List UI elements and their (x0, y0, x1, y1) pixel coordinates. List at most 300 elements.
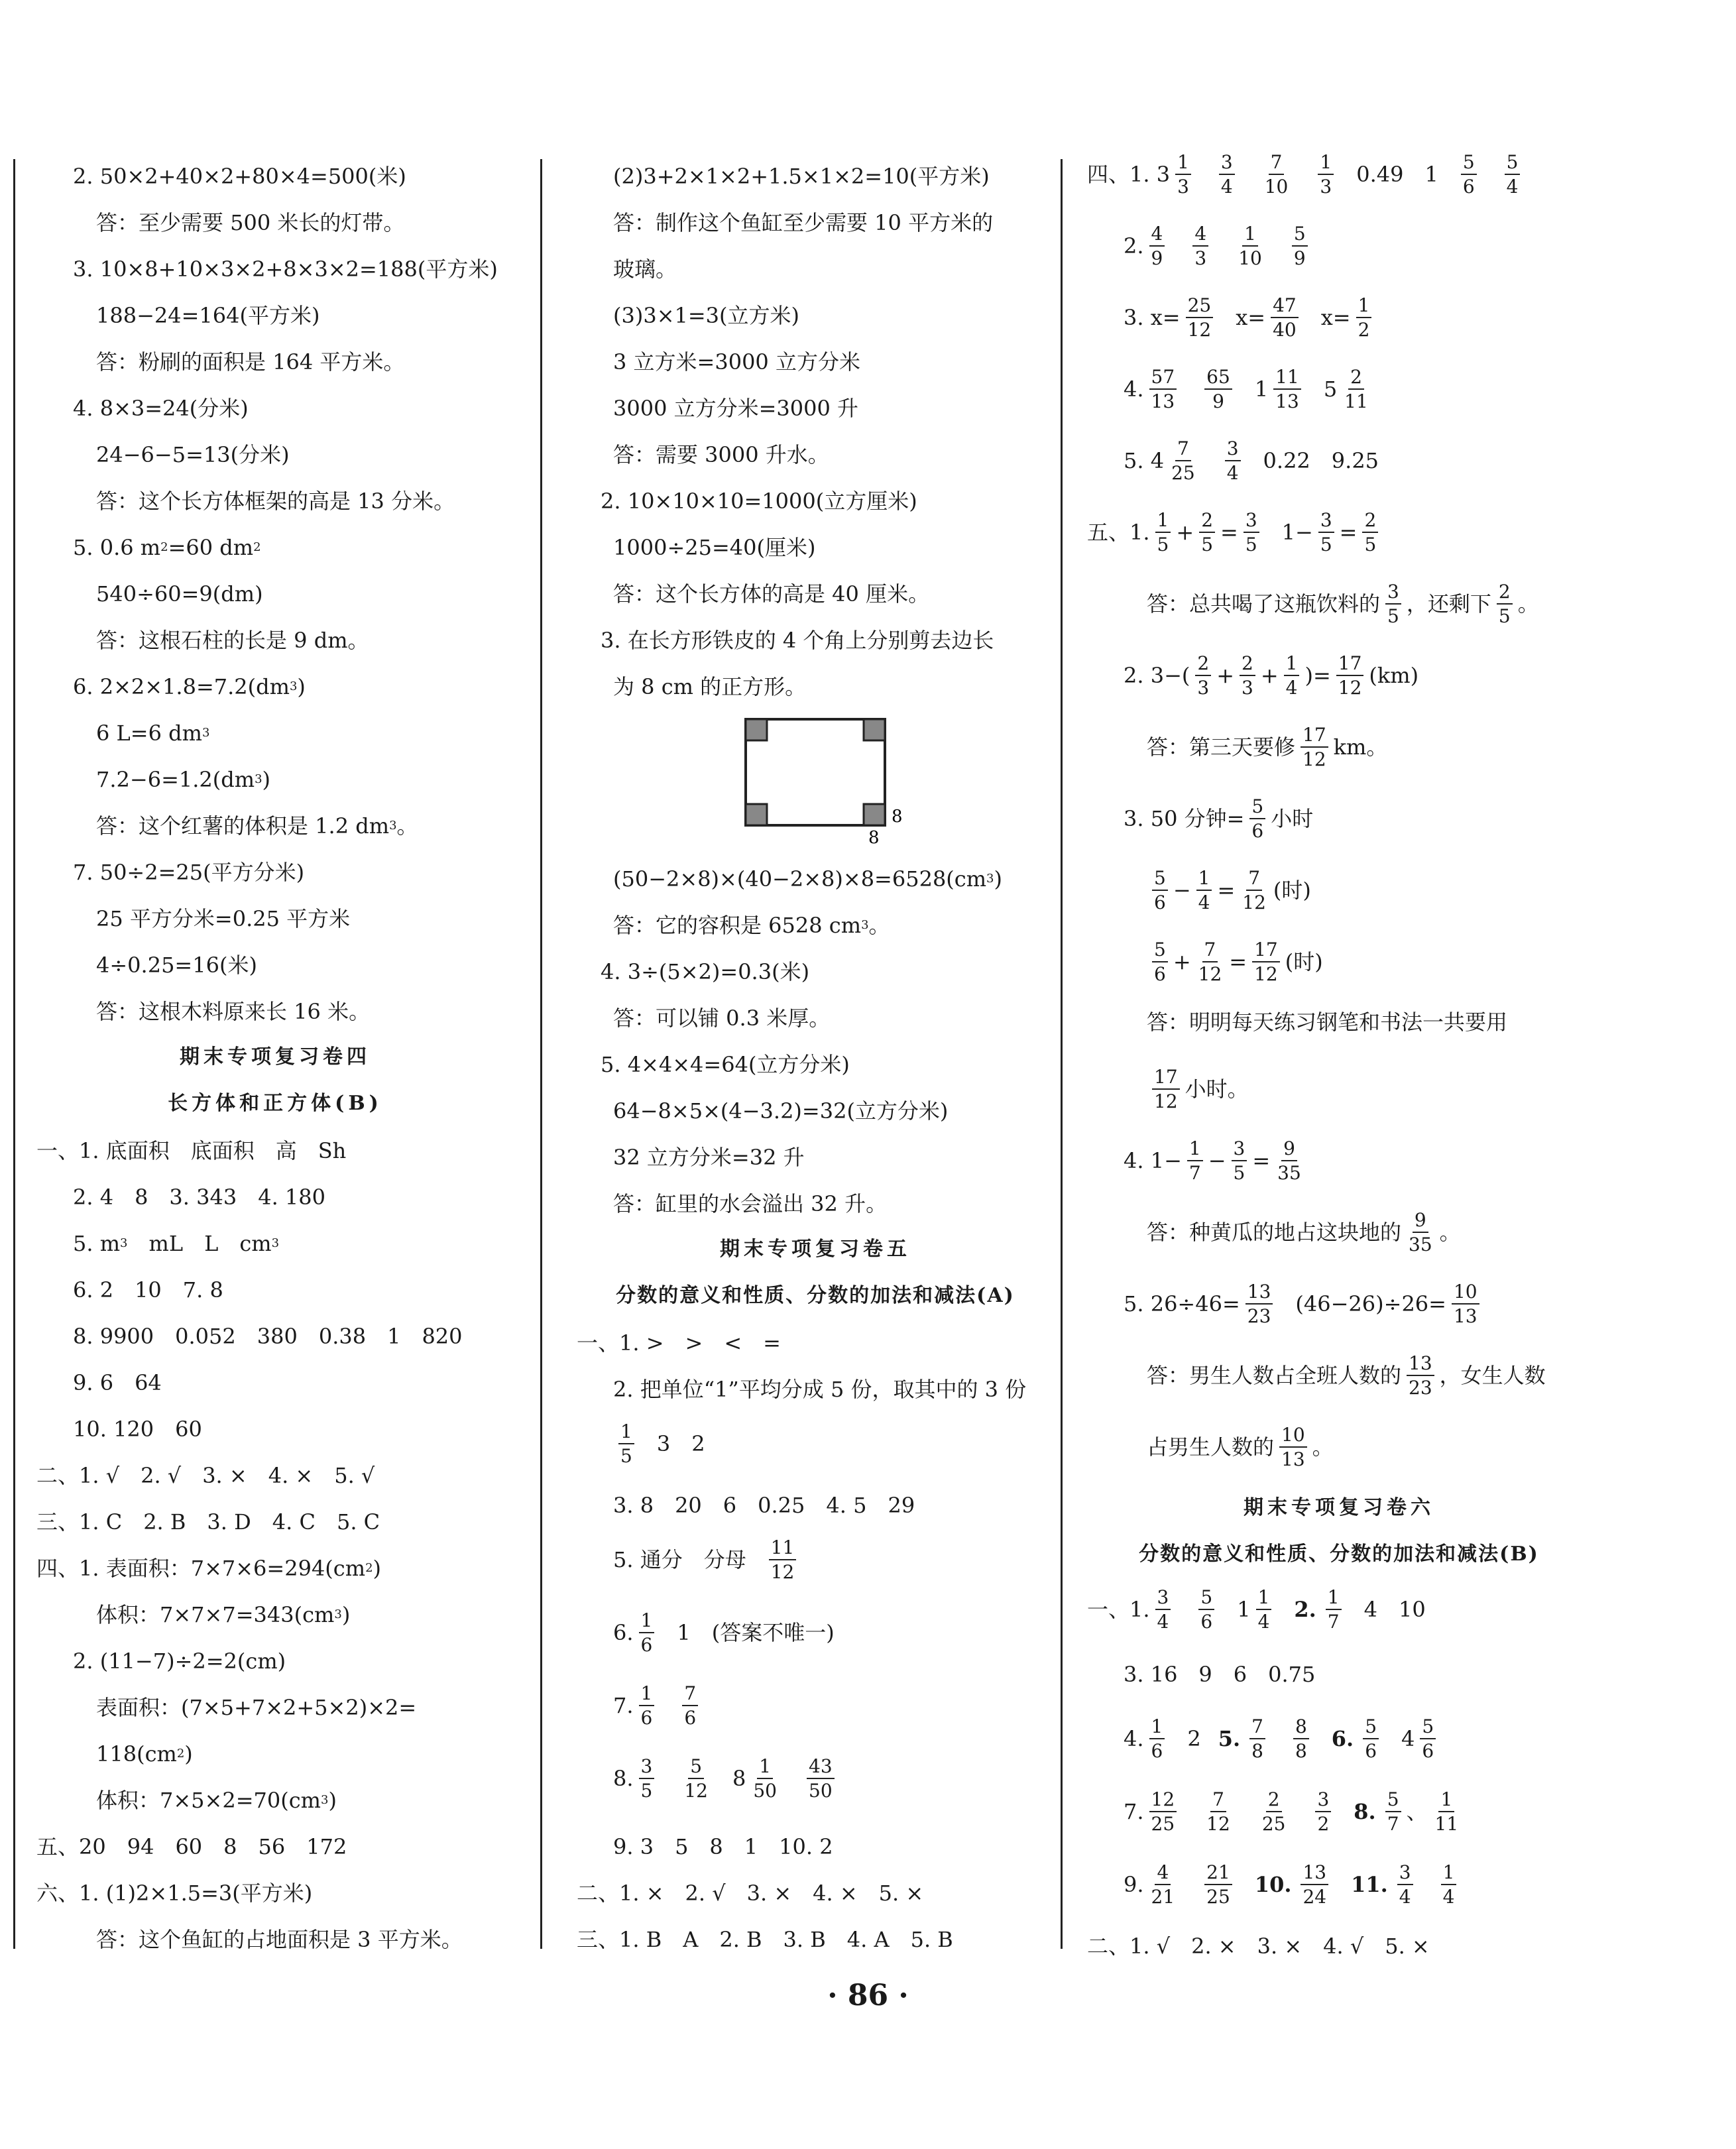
denominator: 4 (1220, 176, 1233, 198)
answer-line: 六、1. (1)2×1.5=3(平方米) (36, 1881, 313, 1906)
denominator: 13 (1151, 390, 1175, 413)
numerator: 5 (1249, 797, 1265, 819)
numerator: 43 (807, 1757, 835, 1779)
denominator: 25 (1171, 462, 1195, 485)
denominator: 35 (1409, 1234, 1432, 1256)
answer-line: 3. 16 9 6 0.75 (1124, 1662, 1316, 1687)
fraction (1249, 1717, 1265, 1761)
numerator: 5 (1363, 1717, 1379, 1739)
text: 小时 (1271, 806, 1314, 832)
numerator: 2 (1199, 510, 1215, 533)
denominator: 9 (1212, 390, 1224, 413)
numerator: 2 (1362, 510, 1378, 533)
fraction (1441, 1863, 1457, 1907)
side-label: 8 (868, 828, 880, 848)
item-number: 2. (1294, 1597, 1316, 1623)
text: 答：第三天要修 (1147, 734, 1296, 760)
answer-line: 4. 8×3=24(分米) (73, 396, 249, 421)
text: 4 (1401, 1726, 1415, 1752)
denominator: 4 (1285, 677, 1298, 699)
fraction (639, 1757, 655, 1801)
denominator: 12 (770, 1561, 795, 1584)
denominator: 2 (1358, 319, 1370, 341)
denominator: 25 (1206, 1886, 1230, 1908)
fraction (1275, 1139, 1303, 1183)
text: 小时。 (1185, 1076, 1249, 1102)
denominator: 21 (1151, 1886, 1175, 1908)
denominator: 3 (1194, 247, 1207, 270)
answer-line (36, 1790, 337, 1811)
denominator: 2 (1317, 1813, 1330, 1835)
numerator: 4 (1192, 224, 1208, 247)
answer-line: 4. 3÷(5×2)=0.3(米) (601, 959, 810, 984)
text: 6 L=6 dm (96, 721, 202, 746)
text: 答：这个红薯的体积是 1.2 dm (96, 813, 390, 839)
fraction (1219, 152, 1235, 197)
denominator: 12 (1154, 1090, 1178, 1113)
section-subheading: 分数的意义和性质、分数的加法和减法(A) (616, 1284, 1015, 1307)
operator: = (1252, 1148, 1271, 1174)
answer-line: 答：需要 3000 升水。 (613, 442, 829, 467)
fraction (1385, 1790, 1401, 1834)
numerator: 3 (1225, 439, 1241, 461)
denominator: 12 (1242, 892, 1266, 914)
text: 0.22 9.25 (1263, 448, 1379, 474)
denominator: 12 (1338, 677, 1362, 699)
numerator: 4 (1155, 1863, 1171, 1885)
numerator: 1 (1441, 1863, 1457, 1885)
answer-line: 二、1. √ 2. √ 3. × 4. × 5. √ (36, 1463, 375, 1488)
numerator: 7 (1175, 439, 1191, 461)
denominator: 23 (1247, 1305, 1271, 1328)
fraction (1318, 152, 1334, 197)
text: 五、1. (1087, 520, 1150, 546)
text: 118(cm (96, 1741, 177, 1767)
text: 1 (答案不唯一) (677, 1620, 835, 1646)
numerator: 1 (618, 1422, 634, 1444)
corner-square (746, 804, 767, 825)
answer-line: 表面积：(7×5+7×2+5×2)×2= (96, 1695, 417, 1720)
denominator: 50 (753, 1780, 777, 1802)
numerator: 12 (1149, 1790, 1177, 1812)
answer-line: 2. 50×2+40×2+80×4=500(米) (73, 164, 406, 189)
superscript: 2 (253, 540, 261, 554)
fraction (769, 1538, 797, 1582)
column-2 (577, 152, 1054, 1952)
numerator: 1 (1318, 152, 1334, 175)
denominator: 6 (684, 1707, 697, 1729)
numerator: 1 (1356, 296, 1372, 318)
text: 答：它的容积是 6528 cm (613, 913, 862, 938)
answer-line: 3. 在长方形铁皮的 4 个角上分别剪去边长 (601, 628, 994, 653)
text: ) (184, 1741, 193, 1767)
numerator: 1 (1149, 1717, 1165, 1739)
numerator: 3 (1155, 1588, 1171, 1610)
numerator: 5 (1198, 1588, 1214, 1610)
text: 1− (1281, 520, 1313, 546)
fraction (682, 1757, 710, 1801)
text: 。 (868, 913, 890, 938)
column-1 (36, 152, 514, 1952)
answer-line (1087, 1354, 1546, 1398)
numerator: 2 (1348, 367, 1364, 390)
fraction (1196, 940, 1224, 984)
numerator: 1 (1155, 510, 1171, 533)
text: 占男生人数的 (1147, 1434, 1275, 1460)
answer-line: 答：明明每天练习钢笔和书法一共要用 (1147, 1010, 1508, 1035)
item-number: 6. (1331, 1726, 1354, 1752)
fraction (1407, 1210, 1434, 1255)
operator: = (1229, 949, 1247, 975)
denominator: 11 (1344, 390, 1368, 413)
denominator: 5 (1157, 534, 1169, 556)
answer-line (577, 1684, 703, 1728)
answer-line: 答：这个长方体的高是 40 厘米。 (613, 581, 930, 607)
numerator: 3 (1385, 582, 1401, 605)
answer-line (1087, 1425, 1334, 1470)
fraction (1256, 1588, 1272, 1632)
answer-line (36, 537, 261, 558)
text: ) (341, 1602, 351, 1627)
fraction (1204, 1790, 1232, 1834)
numerator: 2 (1195, 654, 1211, 676)
text: ) (262, 767, 271, 792)
text: 2. (1124, 233, 1144, 259)
numerator: 65 (1204, 367, 1232, 390)
denominator: 35 (1277, 1162, 1301, 1185)
superscript: 3 (321, 1793, 329, 1807)
fraction (682, 1684, 698, 1728)
fraction (1385, 582, 1401, 626)
denominator: 12 (1302, 748, 1326, 771)
fraction (1152, 868, 1168, 913)
superscript: 2 (365, 1561, 373, 1575)
text: ，还剩下 (1406, 591, 1491, 617)
answer-line (1087, 1067, 1249, 1112)
denominator: 12 (684, 1780, 708, 1802)
answer-line (1087, 940, 1323, 984)
text: 体积：7×5×2=70(cm (96, 1788, 321, 1813)
superscript: 3 (271, 1236, 280, 1250)
superscript: 3 (986, 872, 994, 886)
text: (km) (1369, 663, 1419, 689)
fraction (1169, 439, 1197, 483)
denominator: 24 (1302, 1886, 1327, 1908)
denominator: 8 (1295, 1740, 1307, 1763)
denominator: 6 (1251, 820, 1264, 842)
numerator: 5 (1152, 868, 1168, 891)
text: =60 dm (168, 535, 254, 560)
numerator: 3 (1232, 1139, 1247, 1161)
answer-line (36, 1743, 193, 1765)
answer-line (1087, 1588, 1426, 1632)
fraction (1236, 224, 1264, 268)
fraction (1326, 1588, 1342, 1632)
fraction (1292, 224, 1308, 268)
fraction (1336, 654, 1364, 698)
denominator: 23 (1409, 1377, 1432, 1399)
numerator: 1 (1187, 1139, 1203, 1161)
fraction (1505, 152, 1521, 197)
answer-line (577, 868, 1002, 890)
answer-line (1087, 224, 1313, 268)
answer-line: 为 8 cm 的正方形。 (613, 674, 807, 699)
denominator: 7 (1327, 1611, 1340, 1633)
fraction (1461, 152, 1477, 197)
text: 7. (1124, 1799, 1144, 1825)
denominator: 6 (640, 1634, 653, 1656)
text: (时) (1273, 878, 1311, 903)
text: (时) (1285, 949, 1323, 975)
answer-line: 答：这个长方体框架的高是 13 分米。 (96, 489, 455, 514)
answer-line (1087, 725, 1387, 770)
answer-line: 3 立方米=3000 立方分米 (613, 349, 860, 375)
fraction (618, 1422, 634, 1466)
answer-line: 3000 立方分米=3000 升 (613, 396, 859, 421)
answer-line (36, 815, 418, 837)
denominator: 5 (1320, 534, 1332, 556)
fraction (1192, 224, 1208, 268)
denominator: 40 (1273, 319, 1297, 341)
fraction (1252, 940, 1280, 984)
text: 1 (1254, 377, 1269, 402)
operator: + (1260, 663, 1279, 689)
fraction (1240, 868, 1268, 913)
text: 。 (396, 813, 418, 839)
text: 5. 0.6 m (73, 535, 161, 560)
numerator: 17 (1301, 725, 1328, 748)
answer-line: 2. 把单位“1”平均分成 5 份，取其中的 3 份 (613, 1377, 1027, 1402)
text: 。 (1517, 591, 1539, 617)
answer-line (1087, 797, 1313, 841)
corner-square (864, 719, 885, 740)
text: 5. 通分 分母 (613, 1547, 746, 1573)
answer-line: 2. (11−7)÷2=2(cm) (73, 1649, 286, 1674)
answer-line: 4÷0.25=16(米) (96, 953, 257, 978)
numerator: 5 (1420, 1717, 1436, 1739)
text: 5 (1323, 377, 1338, 402)
page-number: · 86 · (827, 1979, 909, 2012)
answer-line (577, 915, 890, 936)
text: 四、1. 表面积：7×7×6=294(cm (36, 1556, 366, 1581)
text: 答：男生人数占全班人数的 (1147, 1363, 1402, 1389)
denominator: 4 (1506, 176, 1519, 198)
item-number: 5. (1218, 1726, 1241, 1752)
answer-line: 答：这根木料原来长 16 米。 (96, 999, 371, 1024)
numerator: 7 (1269, 152, 1285, 175)
denominator: 3 (1320, 176, 1332, 198)
denominator: 12 (1254, 963, 1278, 986)
numerator: 1 (1284, 654, 1300, 676)
answer-line: 3. 8 20 6 0.25 4. 5 29 (613, 1493, 915, 1518)
operator: + (1216, 663, 1234, 689)
denominator: 6 (1200, 1611, 1213, 1633)
answer-line (36, 1558, 381, 1579)
answer-line: 答：至少需要 500 米长的灯带。 (96, 210, 405, 235)
numerator: 17 (1152, 1067, 1180, 1090)
superscript: 3 (202, 726, 210, 740)
numerator: 3 (1318, 510, 1334, 533)
denominator: 5 (1498, 605, 1511, 628)
fraction (1497, 582, 1513, 626)
column-3 (1087, 151, 1704, 1959)
fraction (1186, 296, 1214, 340)
superscript: 2 (176, 1747, 185, 1761)
numerator: 3 (1219, 152, 1235, 175)
numerator: 1 (1175, 152, 1191, 175)
denominator: 5 (1364, 534, 1377, 556)
fraction (1225, 439, 1241, 483)
answer-line (36, 723, 209, 744)
answer-line: 5. 4×4×4=64(立方分米) (601, 1052, 850, 1077)
item-number: 11. (1351, 1872, 1388, 1898)
denominator: 12 (1187, 319, 1212, 341)
answer-line (1087, 582, 1539, 626)
fraction (1301, 1863, 1328, 1907)
text: 3. x= (1124, 305, 1181, 331)
text: mL L cm (127, 1231, 272, 1256)
fraction (1149, 1790, 1177, 1834)
text: 答：总共喝了这瓶饮料的 (1147, 591, 1381, 617)
numerator: 3 (1397, 1863, 1413, 1885)
superscript: 3 (120, 1236, 128, 1250)
denominator: 8 (1251, 1740, 1263, 1763)
text: ) (373, 1556, 381, 1581)
denominator: 5 (1387, 605, 1399, 628)
fraction (1279, 1425, 1307, 1470)
text: ) (297, 674, 306, 699)
fraction (1433, 1790, 1461, 1834)
numerator: 7 (682, 1684, 698, 1706)
answer-line: 3. 10×8+10×3×2+8×3×2=188(平方米) (73, 257, 498, 282)
numerator: 5 (1461, 152, 1477, 175)
answer-line: 32 立方分米=32 升 (613, 1145, 805, 1170)
answer-line (1087, 1790, 1466, 1834)
denominator: 5 (1233, 1162, 1245, 1185)
denominator: 9 (1151, 247, 1163, 270)
text: 四、1. 3 (1087, 162, 1171, 188)
numerator: 17 (1252, 940, 1280, 962)
answer-line (1087, 296, 1377, 340)
answer-line: 1000÷25=40(厘米) (613, 535, 816, 560)
denominator: 25 (1261, 1813, 1286, 1835)
denominator: 4 (1257, 1611, 1270, 1633)
fraction (1244, 510, 1259, 555)
numerator: 5 (1152, 940, 1168, 962)
numerator: 2 (1240, 654, 1255, 676)
answer-line: (2)3+2×1×2+1.5×1×2=10(平方米) (613, 164, 990, 189)
fraction (1149, 224, 1165, 268)
fraction (639, 1684, 655, 1728)
answer-line: 一、1. > > < = (577, 1330, 781, 1356)
denominator: 4 (1399, 1886, 1411, 1908)
fraction (1301, 725, 1328, 770)
answer-line (577, 1611, 835, 1655)
fraction (1245, 1282, 1273, 1326)
denominator: 4 (1198, 892, 1210, 914)
denominator: 13 (1281, 1448, 1305, 1471)
fraction (639, 1611, 655, 1655)
answer-line (36, 676, 306, 697)
numerator: 13 (1407, 1354, 1434, 1376)
text: 8 (732, 1766, 746, 1792)
denominator: 9 (1293, 247, 1306, 270)
denominator: 50 (809, 1780, 833, 1802)
text: 体积：7×7×7=343(cm (96, 1602, 335, 1627)
section-heading: 期末专项复习卷四 (180, 1045, 371, 1069)
numerator: 1 (1438, 1790, 1454, 1812)
text: ，女生人数 (1439, 1363, 1546, 1389)
answer-line (36, 1604, 350, 1625)
text: 4. 1− (1124, 1148, 1182, 1174)
text: 5. 26÷46= (1124, 1291, 1240, 1317)
answer-line (577, 1538, 801, 1582)
operator: + (1173, 949, 1191, 975)
fraction (1155, 1588, 1171, 1632)
numerator: 2 (1266, 1790, 1282, 1812)
operator: = (1220, 520, 1238, 546)
answer-line: 答：粉刷的面积是 164 平方米。 (96, 349, 405, 375)
denominator: 6 (1462, 176, 1475, 198)
numerator: 25 (1186, 296, 1214, 318)
numerator: 9 (1413, 1210, 1428, 1233)
text: km。 (1333, 734, 1388, 760)
answer-line: 答：这个鱼缸的占地面积是 3 平方米。 (96, 1927, 463, 1952)
answer-line: 540÷60=9(dm) (96, 581, 263, 607)
text: 2 (1187, 1726, 1201, 1752)
denominator: 10 (1238, 247, 1262, 270)
numerator: 5 (1505, 152, 1521, 175)
operator: + (1176, 520, 1194, 546)
text: 6. (613, 1620, 634, 1646)
operator: − (1208, 1148, 1226, 1174)
superscript: 3 (861, 918, 869, 932)
fraction (1293, 1717, 1309, 1761)
fraction (1149, 1717, 1165, 1761)
superscript: 3 (255, 772, 262, 786)
numerator: 1 (639, 1684, 655, 1706)
denominator: 10 (1264, 176, 1289, 198)
fraction (1397, 1863, 1413, 1907)
section-heading: 期末专项复习卷五 (720, 1238, 911, 1261)
operator: = (1339, 520, 1358, 546)
fraction (1149, 1863, 1177, 1907)
fraction (1204, 367, 1232, 412)
numerator: 1 (1242, 224, 1258, 247)
fraction (1196, 868, 1212, 913)
text: ) (328, 1788, 337, 1813)
answer-line: (3)3×1=3(立方米) (613, 303, 800, 328)
answer-line (36, 769, 270, 790)
fraction (1407, 1354, 1434, 1398)
numerator: 47 (1271, 296, 1299, 318)
fraction (1284, 654, 1300, 698)
fraction (751, 1757, 779, 1801)
fraction (1452, 1282, 1479, 1326)
text: 2. 3−( (1124, 663, 1190, 689)
fraction (1318, 510, 1334, 555)
numerator: 2 (1497, 582, 1513, 605)
text: 。 (1312, 1434, 1334, 1460)
answer-line (577, 1757, 840, 1801)
answer-line: 三、1. B A 2. B 3. B 4. A 5. B (577, 1927, 953, 1952)
answer-line (1087, 868, 1311, 913)
text: ) (994, 866, 1002, 892)
denominator: 4 (1226, 462, 1239, 485)
text: 5. m (73, 1231, 121, 1256)
fraction (1356, 296, 1372, 340)
numerator: 7 (1210, 1790, 1226, 1812)
